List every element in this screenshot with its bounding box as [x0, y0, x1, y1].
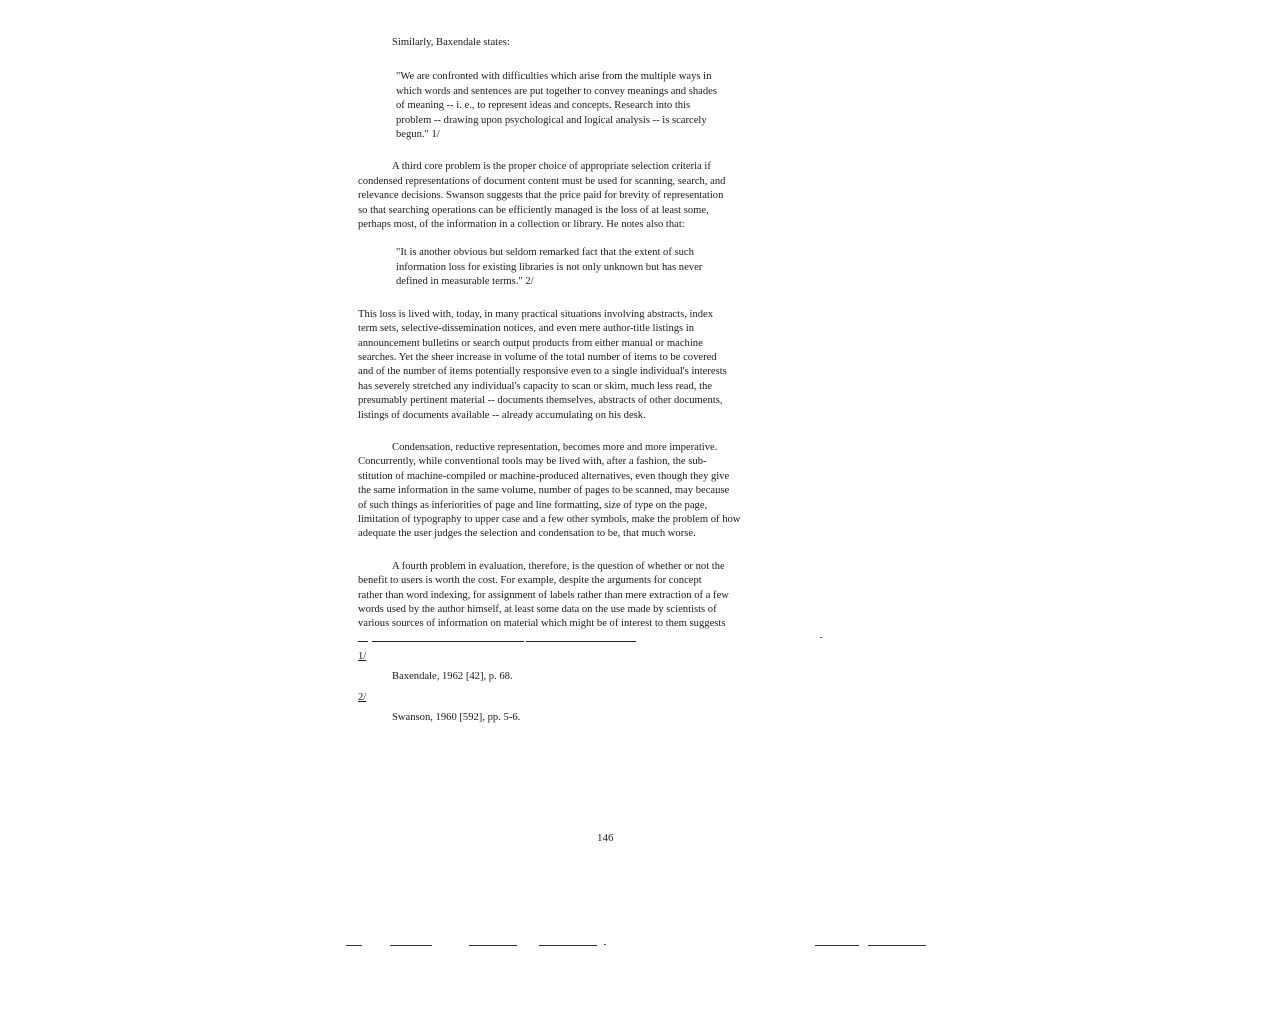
paragraph-line: This loss is lived with, today, in many practical situations involving abstracts, index [358, 308, 714, 320]
scan-artifact-rule [390, 945, 432, 946]
quote-line: begun." 1/ [396, 129, 440, 141]
scan-artifact-rule [346, 945, 362, 946]
paragraph-condensation [358, 441, 870, 542]
intro-line: Similarly, Baxendale states: [392, 37, 510, 48]
paragraph-line: perhaps most, of the information in a collection or library. He notes also that: [358, 219, 685, 231]
paragraph-line: has severely stretched any individual's capacity to scan or skim, much less read, the [358, 380, 713, 392]
paragraph-line: benefit to users is worth the cost. For example, despite the arguments for concept [358, 575, 702, 587]
footnote-2 [358, 691, 870, 726]
quote-line: information loss for existing libraries is not only unknown but has never [396, 261, 703, 273]
footnote-marker: 2/ [358, 691, 367, 703]
paragraph-line: A third core problem is the proper choice of appropriate selection criteria if [392, 161, 711, 173]
paragraph-loss-lived-with [358, 308, 870, 423]
paragraph-line: various sources of information on material which might be of interest to them suggests [358, 618, 726, 630]
footnote-rule [372, 641, 524, 642]
scan-artifact-rule [815, 945, 859, 946]
paragraph-fourth-problem [358, 560, 870, 632]
paragraph-line: words used by the author himself, at least some data on the use made by scientists of [358, 604, 717, 615]
paragraph-line: listings of documents available -- already accumulating on his desk. [358, 409, 646, 421]
scan-speck [820, 637, 822, 638]
scan-artifact-rule [539, 945, 597, 946]
paragraph-line: limitation of typography to upper case and a few other symbols, make the problem of how [358, 513, 741, 525]
scan-artifact-rule [469, 945, 517, 946]
quote-line: which words and sentences are put together to convey meanings and shades [396, 85, 717, 97]
quote-line: defined in measurable terms." 2/ [396, 276, 534, 288]
paragraph-third-core-problem [358, 160, 870, 232]
page-number: 146 [597, 832, 614, 844]
paragraph-line: searches. Yet the sheer increase in volume of the total number of items to be covered [358, 351, 717, 363]
paragraph-line: Concurrently, while conventional tools may be lived with, after a fashion, the sub- [358, 456, 707, 468]
footnote-rule [526, 641, 636, 642]
paragraph-line: relevance decisions. Swanson suggests that the price paid for brevity of representation [358, 190, 724, 202]
document-page [358, 36, 870, 725]
paragraph-line: the same information in the same volume, number of pages to be scanned, may because [358, 485, 730, 497]
footnote-separator [358, 638, 870, 646]
paragraph-line: A fourth problem in evaluation, therefore, is the question of whether or not the [392, 560, 725, 572]
footnote-marker: 1/ [358, 650, 367, 662]
paragraph-line: rather than word indexing, for assignment of labels rather than mere extraction of a few [358, 589, 729, 601]
paragraph-line: stitution of machine-compiled or machine-produced alternatives, even though they give [358, 470, 730, 482]
quote-line: "It is another obvious but seldom remarked fact that the extent of such [396, 247, 694, 259]
scan-speck [604, 944, 606, 945]
paragraph-line: adequate the user judges the selection and condensation to be, that much worse. [358, 528, 696, 540]
footnote-1 [358, 650, 870, 685]
paragraph-line: Condensation, reductive representation, becomes more and more imperative. [392, 441, 718, 453]
paragraph-line: presumably pertinent material -- documents themselves, abstracts of other documents, [358, 395, 723, 407]
paragraph-line: so that searching operations can be efficiently managed is the loss of at least some, [358, 204, 709, 216]
footnote-text: Baxendale, 1962 [42], p. 68. [392, 671, 513, 683]
quote-swanson [396, 246, 870, 289]
paragraph-line: of such things as inferiorities of page and line formatting, size of type on the page, [358, 499, 708, 511]
quote-line: of meaning -- i. e., to represent ideas and concepts. Research into this [396, 100, 691, 112]
scan-artifact-rule [868, 945, 926, 946]
footnote-rule [358, 641, 368, 642]
paragraph-line: and of the number of items potentially responsive even to a single individual's interests [358, 366, 727, 378]
quote-line: "We are confronted with difficulties which arise from the multiple ways in [396, 71, 712, 83]
paragraph-line: announcement bulletins or search output products from either manual or machine [358, 337, 703, 349]
footnote-text: Swanson, 1960 [592], pp. 5-6. [392, 712, 521, 724]
quote-line: problem -- drawing upon psychological and logical analysis -- is scarcely [396, 114, 707, 126]
quote-baxendale [396, 70, 870, 142]
paragraph-line: condensed representations of document content must be used for scanning, search, and [358, 175, 726, 187]
paragraph-line: term sets, selective-dissemination notices, and even mere author-title listings in [358, 323, 695, 335]
